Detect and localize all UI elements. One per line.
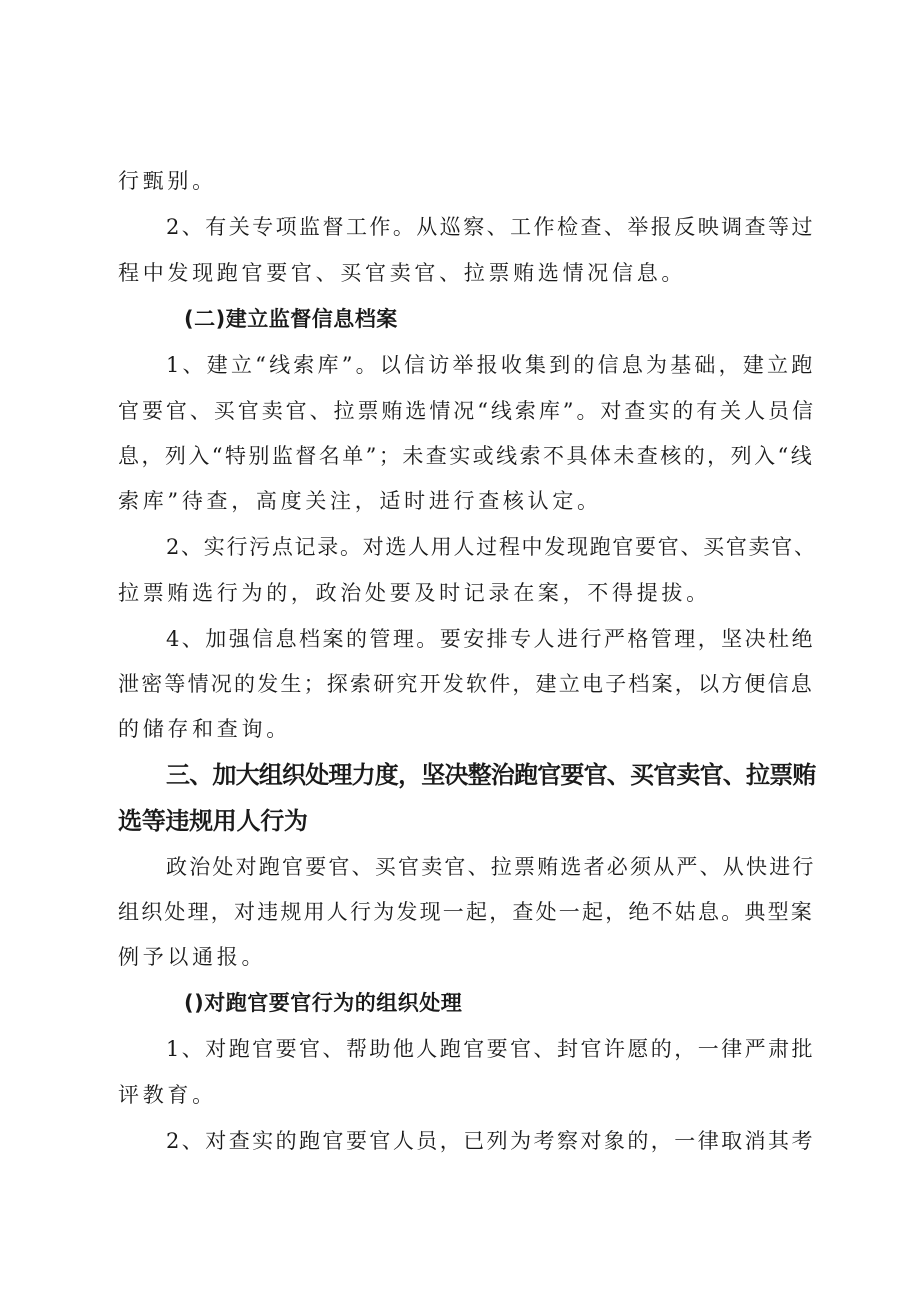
paragraph-line: 息，列入“特别监督名单”；未查实或线索不具体未查核的，列入“线 [118, 444, 815, 468]
paragraph-line: 行甄别。 [118, 169, 217, 193]
paragraph-line: 政治处对跑官要官、买官卖官、拉票贿选者必须从严、从快进行 [166, 855, 816, 879]
section-heading: 选等违规用人行为 [118, 807, 308, 835]
section-heading: 三、加大组织处理力度，坚决整治跑官要官、买官卖官、拉票贿 [166, 761, 816, 789]
paragraph-line: 2、实行污点记录。对选人用人过程中发现跑官要官、买官卖官、 [166, 535, 817, 559]
paragraph-line: 1、建立“线索库”。以信访举报收集到的信息为基础，建立跑 [166, 353, 816, 377]
paragraph-line: 4、加强信息档案的管理。要安排专人进行严格管理，坚决杜绝 [166, 627, 815, 651]
section-subheading: ()对跑官要官行为的组织处理 [184, 991, 463, 1015]
paragraph-line: 评教育。 [118, 1083, 217, 1107]
paragraph-line: 泄密等情况的发生；探索研究开发软件，建立电子档案，以方便信息 [118, 672, 814, 696]
paragraph-line: 组织处理，对违规用人行为发现一起，查处一起，绝不姑息。典型案 [118, 900, 814, 924]
paragraph-line: 2、对查实的跑官要官人员，已列为考察对象的，一律取消其考 [166, 1129, 815, 1153]
paragraph-line: 程中发现跑官要官、买官卖官、拉票贿选情况信息。 [118, 261, 687, 285]
section-subheading: (二)建立监督信息档案 [184, 307, 398, 331]
paragraph-line: 拉票贿选行为的，政治处要及时记录在案，不得提拔。 [118, 581, 711, 605]
paragraph-line: 官要官、买官卖官、拉票贿选情况“线索库”。对查实的有关人员信 [118, 399, 816, 423]
paragraph-line: 索库”待查，高度关注，适时进行查核认定。 [118, 489, 602, 513]
paragraph-line: 2、有关专项监督工作。从巡察、工作检查、举报反映调查等过 [166, 215, 815, 239]
paragraph-line: 的储存和查询。 [118, 717, 291, 741]
paragraph-line: 例予以通报。 [118, 945, 267, 969]
paragraph-line: 1、对跑官要官、帮助他人跑官要官、封官许愿的，一律严肃批 [166, 1037, 815, 1061]
